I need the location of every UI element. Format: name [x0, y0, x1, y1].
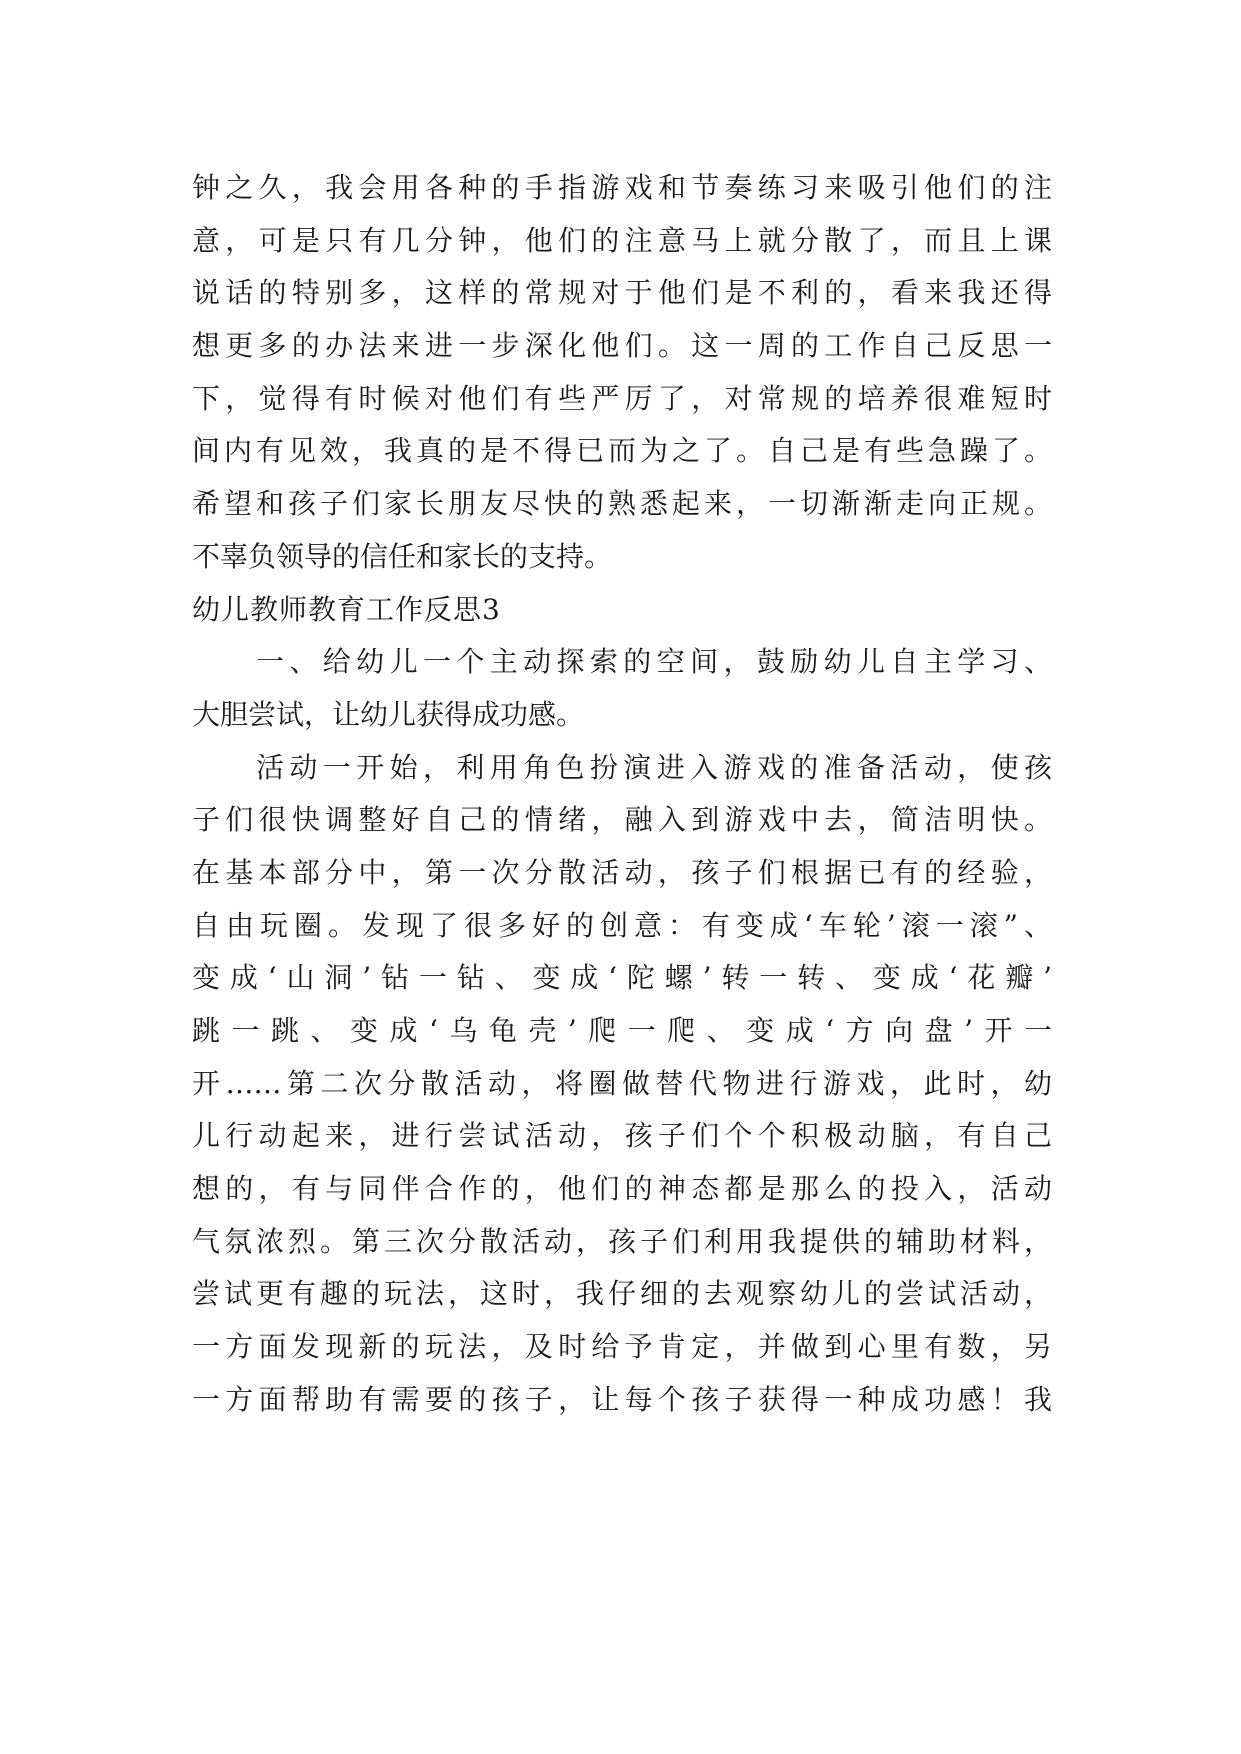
text-line: 开……第二次分散活动，将圈做替代物进行游戏，此时，幼: [192, 1066, 1052, 1100]
text-line: 一方面帮助有需要的孩子，让每个孩子获得一种成功感！我: [192, 1382, 1052, 1416]
text-line: 一方面发现新的玩法，及时给予肯定，并做到心里有数，另: [192, 1330, 1052, 1364]
text-line: 钟之久，我会用各种的手指游戏和节奏练习来吸引他们的注: [192, 171, 1052, 204]
text-line: 说话的特别多，这样的常规对于他们是不利的，看来我还得: [192, 276, 1052, 310]
text-line: 活动一开始，利用角色扮演进入游戏的准备活动，使孩: [256, 750, 1052, 784]
text-line: 想的，有与同伴合作的，他们的神态都是那么的投入，活动: [192, 1172, 1052, 1206]
text-line: 气氛浓烈。第三次分散活动，孩子们利用我提供的辅助材料，: [192, 1224, 1052, 1258]
text-line: 在基本部分中，第一次分散活动，孩子们根据已有的经验，: [192, 855, 1052, 889]
paragraph-two: [192, 742, 1052, 1427]
text-line: 跳一跳、变成‘乌龟壳’爬一爬、变成‘方向盘’开一: [192, 1014, 1052, 1047]
paragraph-one: [192, 636, 1052, 741]
text-line: 间内有见效，我真的是不得已而为之了。自己是有些急躁了。: [192, 434, 1052, 468]
text-line: 下，觉得有时候对他们有些严厉了，对常规的培养很难短时: [192, 381, 1052, 415]
text-line: 儿行动起来，进行尝试活动，孩子们个个积极动脑，有自己: [192, 1119, 1052, 1153]
text-line: 尝试更有趣的玩法，这时，我仔细的去观察幼儿的尝试活动，: [192, 1277, 1052, 1311]
document-page: [192, 162, 1052, 1427]
text-line: 变成‘山洞’钻一钻、变成‘陀螺’转一转、变成‘花瓣’: [192, 961, 1052, 995]
text-line: 希望和孩子们家长朋友尽快的熟悉起来，一切渐渐走向正规。: [192, 487, 1052, 521]
text-line: 想更多的办法来进一步深化他们。这一周的工作自己反思一: [192, 329, 1052, 363]
section-heading: 幼儿教师教育工作反思3: [192, 592, 501, 626]
text-line: 子们很快调整好自己的情绪，融入到游戏中去，简洁明快。: [192, 803, 1052, 837]
text-line: 一、给幼儿一个主动探索的空间，鼓励幼儿自主学习、: [256, 645, 1052, 679]
text-line: 自由玩圈。发现了很多好的创意：有变成‘车轮’滚一滚”、: [192, 908, 1052, 942]
text-line: 不辜负领导的信任和家长的支持。: [192, 539, 613, 573]
paragraph-continuation: [192, 162, 1052, 584]
text-line: 意，可是只有几分钟，他们的注意马上就分散了，而且上课: [192, 223, 1052, 257]
text-line: 大胆尝试，让幼儿获得成功感。: [192, 697, 585, 731]
